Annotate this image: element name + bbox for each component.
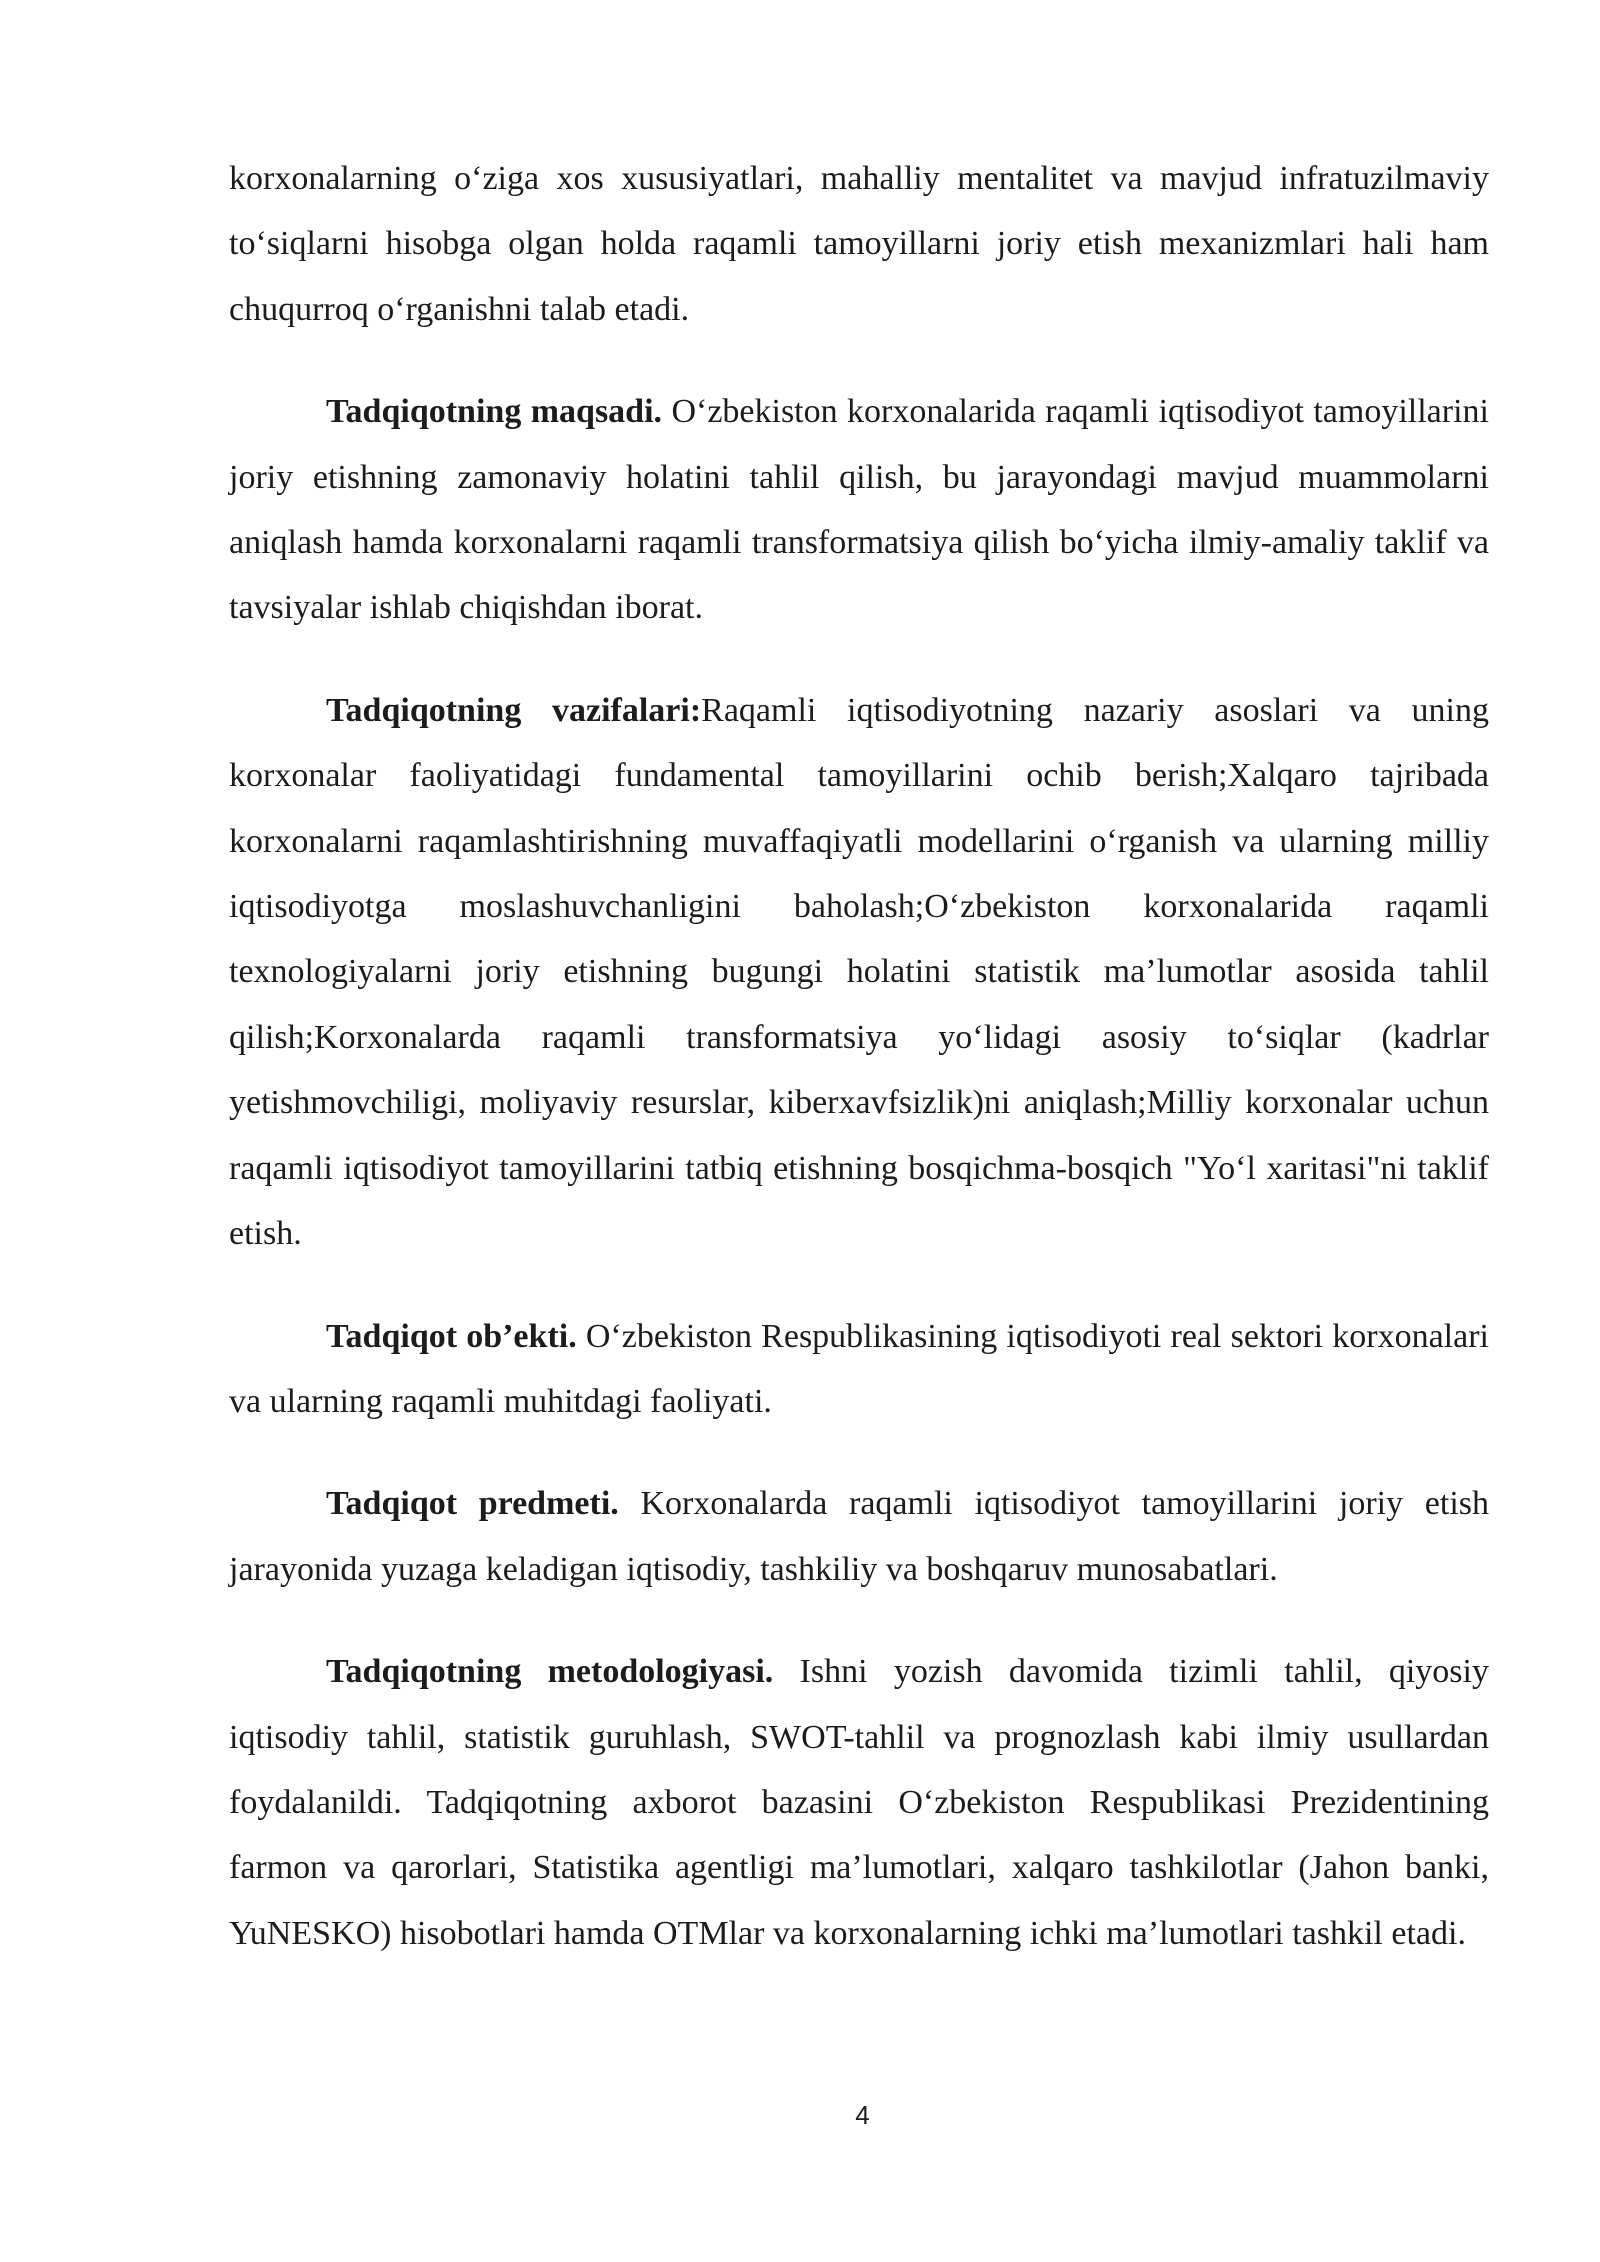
paragraph-heading: Tadqiqot predmeti. (326, 1485, 619, 1523)
paragraph-research-goal (229, 379, 1489, 641)
paragraph-heading: Tadqiqot ob’ekti. (326, 1317, 577, 1355)
page-number: 4 (855, 2100, 870, 2130)
paragraph-text: korxonalarning o‘ziga xos xususiyatlari, mahalliy mentalitet va mavjud infratuzilmaviy to‘siqlarni hisobga olgan holda raqamli tamoyillarni joriy etish mexanizmlari hali ham chuqurroq o‘rganishni talab etadi. (229, 160, 1489, 328)
paragraph-continuation (229, 146, 1489, 342)
paragraph-research-tasks (229, 678, 1489, 1267)
paragraph-heading: Tadqiqotning maqsadi. (326, 393, 663, 431)
paragraph-heading: Tadqiqotning vazifalari: (326, 691, 702, 729)
paragraph-text: O‘zbekiston Respublikasining iqtisodiyoti real sektori korxonalari va ularning raqamli muhitdagi faoliyati. (229, 1317, 1489, 1420)
paragraph-research-object (229, 1304, 1489, 1435)
paragraph-research-methodology (229, 1639, 1489, 1966)
paragraph-text: O‘zbekiston korxonalarida raqamli iqtisodiyot tamoyillarini joriy etishning zamonaviy holatini tahlil qilish, bu jarayondagi mavjud muammolarni aniqlash hamda korxonalarni raqamli transformatsiya qilish bo‘yicha ilmiy-amaliy taklif va tavsiyalar ishlab chiqishdan iborat. (229, 393, 1489, 627)
paragraph-text: Korxonalarda raqamli iqtisodiyot tamoyillarini joriy etish jarayonida yuzaga keladigan iqtisodiy, tashkiliy va boshqaruv munosabatlari. (229, 1485, 1489, 1588)
paragraph-research-subject (229, 1471, 1489, 1602)
paragraph-text: Ishni yozish davomida tizimli tahlil, qiyosiy iqtisodiy tahlil, statistik guruhlash, SWOT-tahlil va prognozlash kabi ilmiy usullardan foydalanildi. Tadqiqotning axborot bazasini O‘zbekiston Respublikasi Prezidentining farmon va qarorlari, Statistika agentligi ma’lumotlari, xalqaro tashkilotlar (Jahon banki, YuNESKO) hisobotlari hamda OTMlar va korxonalarning ichki ma’lumotlari tashkil etadi. (229, 1653, 1489, 1952)
paragraph-heading: Tadqiqotning metodologiyasi. (326, 1653, 774, 1691)
document-page (229, 146, 1489, 2003)
paragraph-text: Raqamli iqtisodiyotning nazariy asoslari va uning korxonalar faoliyatidagi fundamental tamoyillarini ochib berish;Xalqaro tajribada korxonalarni raqamlashtirishning muvaffaqiyatli modellarini o‘rganish va ularning milliy iqtisodiyotga moslashuvchanligini baholash;O‘zbekiston korxonalarida raqamli texnologiyalarni joriy etishning bugungi holatini statistik ma’lumotlar asosida tahlil qilish;Korxonalarda raqamli transformatsiya yo‘lidagi asosiy to‘siqlar (kadrlar yetishmovchiligi, moliyaviy resurslar, kiberxavfsizlik)ni aniqlash;Milliy korxonalar uchun raqamli iqtisodiyot tamoyillarini tatbiq etishning bosqichma-bosqich "Yo‘l xaritasi"ni taklif etish. (229, 691, 1490, 1253)
